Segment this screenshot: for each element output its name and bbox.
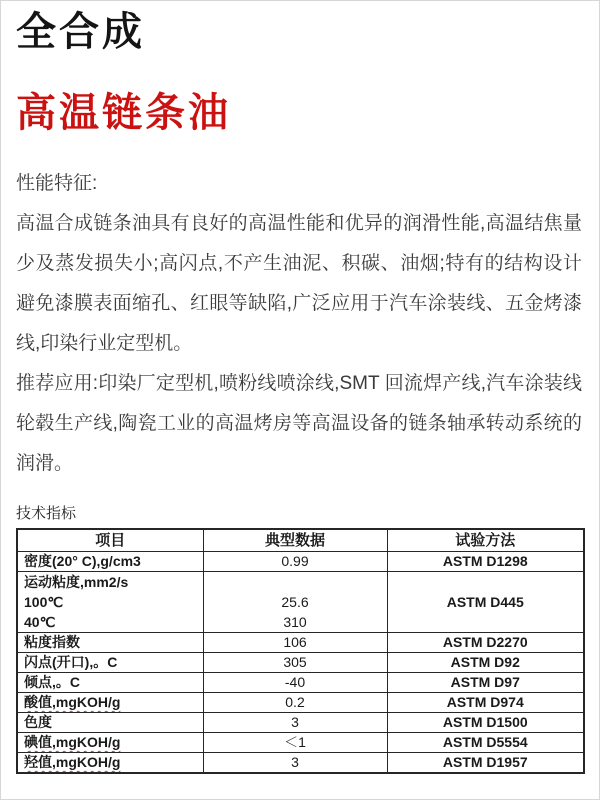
spec-item-cell: 羟值,mgKOH/g	[17, 753, 203, 774]
spec-value-cell: 0.99	[203, 552, 387, 572]
spec-value-cell: -40	[203, 673, 387, 693]
spec-column-header: 项目	[17, 529, 203, 552]
spec-method-cell: ASTM D5554	[387, 733, 584, 753]
spec-row	[17, 713, 584, 733]
spec-row	[17, 693, 584, 713]
spec-row	[17, 753, 584, 774]
product-name-title: 高温链条油	[16, 91, 231, 135]
product-series-title: 全合成	[16, 10, 145, 54]
spec-value-cell: 305	[203, 653, 387, 673]
spec-method-cell: ASTM D445	[387, 572, 584, 633]
performance-section-heading: 性能特征:	[16, 173, 98, 194]
spec-row	[17, 552, 584, 572]
spec-value-cell: 3	[203, 753, 387, 774]
spec-item-cell: 密度(20° C),g/cm3	[17, 552, 203, 572]
spec-value-cell: 25.6 310	[203, 572, 387, 633]
spec-column-header: 典型数据	[203, 529, 387, 552]
spec-row	[17, 633, 584, 653]
spec-row	[17, 673, 584, 693]
spec-item-cell: 酸值,mgKOH/g	[17, 693, 203, 713]
spec-table	[16, 528, 585, 774]
spec-column-header: 试验方法	[387, 529, 584, 552]
spec-method-cell: ASTM D1957	[387, 753, 584, 774]
spec-value-cell: 3	[203, 713, 387, 733]
spec-method-cell: ASTM D92	[387, 653, 584, 673]
spec-header-row	[17, 529, 584, 552]
spec-method-cell: ASTM D974	[387, 693, 584, 713]
performance-paragraph: 高温合成链条油具有良好的高温性能和优异的润滑性能,高温结焦量少及蒸发损失小;高闪点,不产生油泥、积碳、油烟;特有的结构设计避免漆膜表面缩孔、红眼等缺陷,广泛应用于汽车涂装线、五金烤漆线,印染行业定型机。	[16, 213, 582, 354]
spec-value-cell: 106	[203, 633, 387, 653]
spec-method-cell: ASTM D2270	[387, 633, 584, 653]
spec-value-cell: 0.2	[203, 693, 387, 713]
body-text-block	[16, 164, 582, 484]
spec-item-cell: 倾点,。C	[17, 673, 203, 693]
application-paragraph: 推荐应用:印染厂定型机,喷粉线喷涂线,SMT 回流焊产线,汽车涂装线轮毂生产线,陶瓷工业的高温烤房等高温设备的链条轴承转动系统的润滑。	[16, 373, 582, 474]
spec-method-cell: ASTM D1298	[387, 552, 584, 572]
spec-item-cell: 碘值,mgKOH/g	[17, 733, 203, 753]
spec-row	[17, 653, 584, 673]
spec-method-cell: ASTM D97	[387, 673, 584, 693]
spec-item-cell: 闪点(开口),。C	[17, 653, 203, 673]
spec-item-cell: 色度	[17, 713, 203, 733]
spec-row	[17, 572, 584, 633]
spec-item-cell: 运动粘度,mm2/s 100℃ 40℃	[17, 572, 203, 633]
spec-row	[17, 733, 584, 753]
spec-item-cell: 粘度指数	[17, 633, 203, 653]
spec-method-cell: ASTM D1500	[387, 713, 584, 733]
spec-table-title: 技术指标	[16, 505, 77, 522]
spec-value-cell: ＜1	[203, 733, 387, 753]
